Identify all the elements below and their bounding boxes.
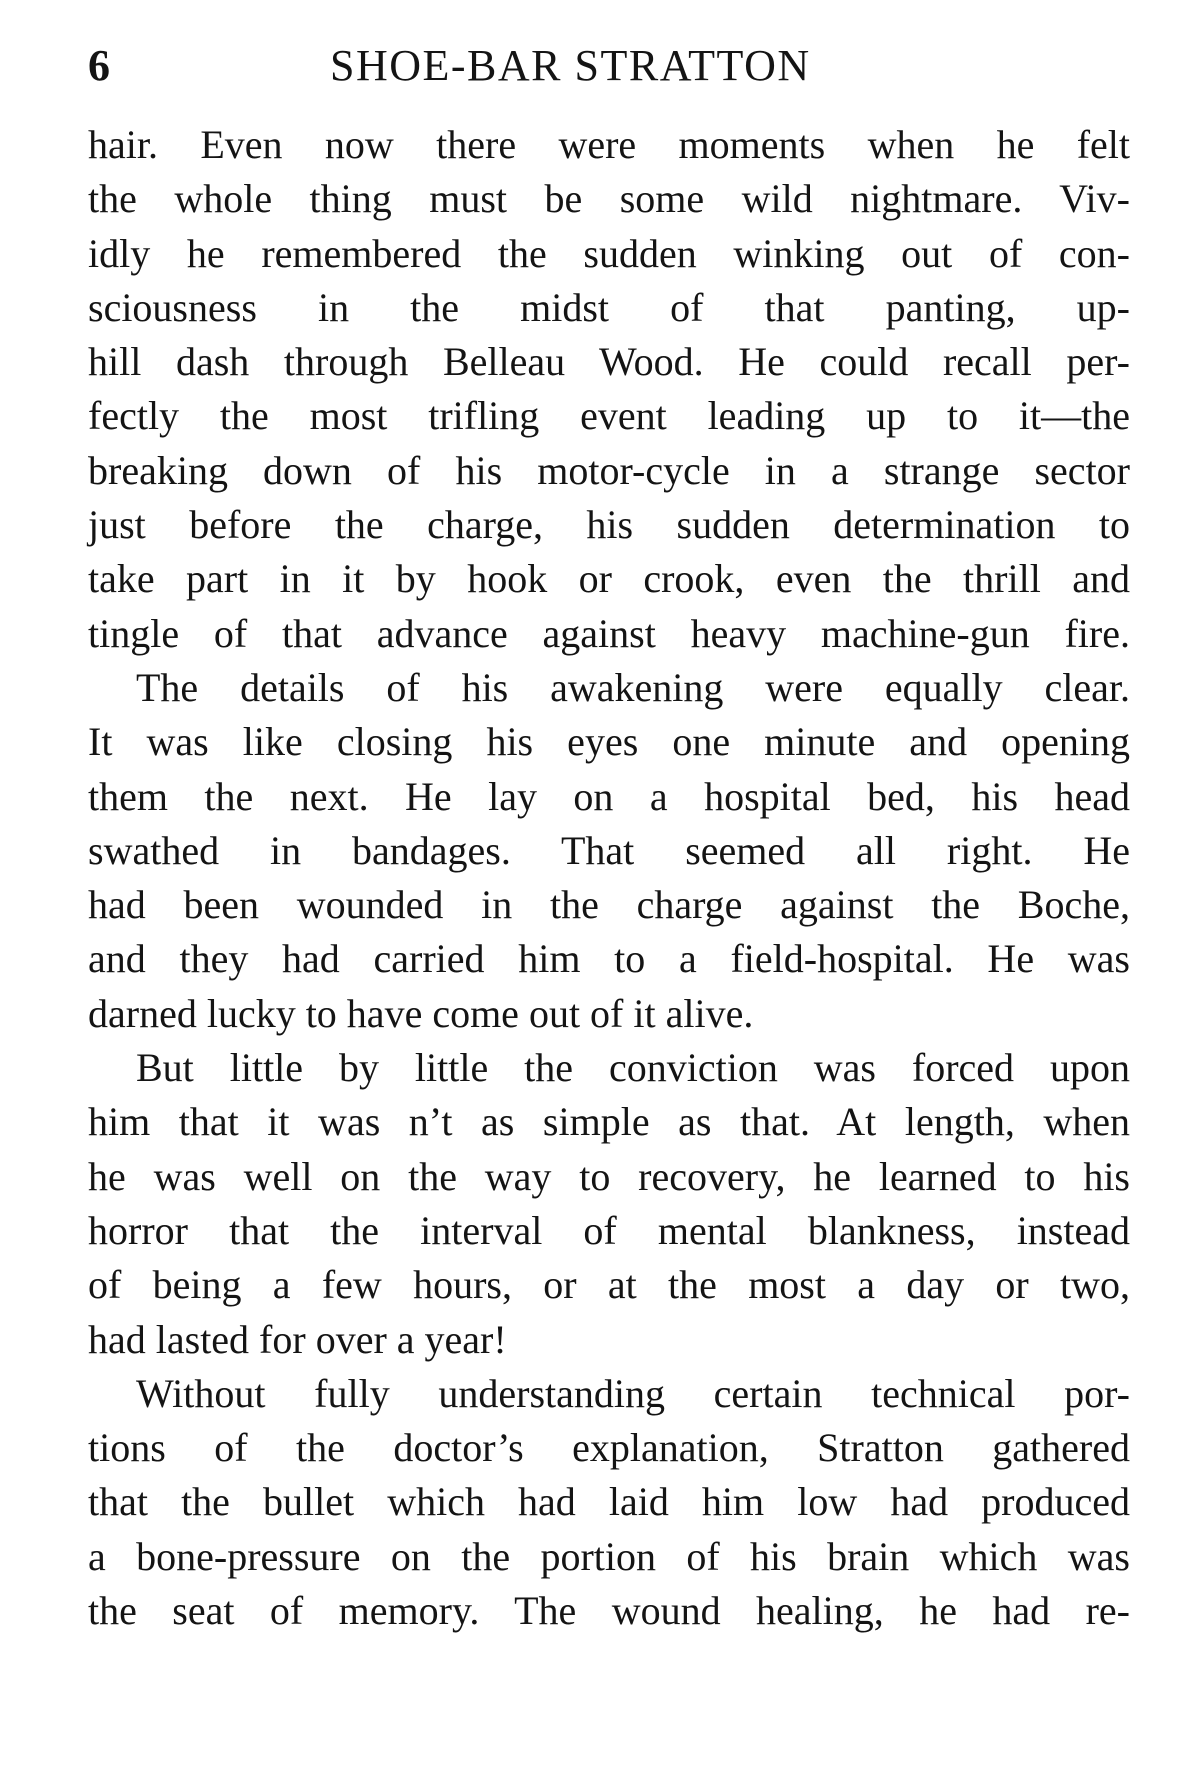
text-line: he was well on the way to recovery, he learned to his: [88, 1153, 1130, 1199]
text-line: just before the charge, his sudden determination to: [88, 502, 1130, 548]
text-line: fectly the most trifling event leading up to it—the: [88, 393, 1130, 439]
paragraph: [88, 661, 1130, 1041]
page-number: 6: [88, 41, 110, 90]
text-line: swathed in bandages. That seemed all right. He: [88, 827, 1130, 873]
text-line: hair. Even now there were moments when he felt: [88, 122, 1130, 167]
text-line: the seat of memory. The wound healing, he had re-: [88, 1588, 1130, 1634]
paragraph: [88, 1367, 1130, 1638]
text-line: and they had carried him to a field-hospital. He was: [88, 936, 1130, 982]
text-line: them the next. He lay on a hospital bed, his head: [88, 773, 1130, 819]
text-line: It was like closing his eyes one minute and opening: [88, 719, 1130, 765]
text-line: the whole thing must be some wild nightmare. Viv-: [88, 176, 1130, 222]
text-line: of being a few hours, or at the most a day or two,: [88, 1262, 1130, 1308]
text-line: sciousness in the midst of that panting, up-: [88, 284, 1130, 330]
running-title: SHOE-BAR STRATTON: [330, 41, 811, 90]
paragraph: [88, 118, 1130, 661]
text-line: hill dash through Belleau Wood. He could recall per-: [88, 339, 1130, 385]
text-line: horror that the interval of mental blankness, instead: [88, 1207, 1130, 1253]
text-line: that the bullet which had laid him low had produced: [88, 1479, 1130, 1525]
text-line: breaking down of his motor-cycle in a strange sector: [88, 447, 1130, 493]
text-line: darned lucky to have come out of it alive.: [88, 990, 754, 1036]
text-line: Without fully understanding certain technical por-: [136, 1370, 1130, 1416]
text-line: a bone-pressure on the portion of his brain which was: [88, 1533, 1130, 1579]
running-head: [78, 36, 1130, 96]
paragraph: [88, 1041, 1130, 1367]
text-line: The details of his awakening were equally clear.: [136, 664, 1130, 710]
text-line: take part in it by hook or crook, even the thrill and: [88, 556, 1130, 602]
text-line: tions of the doctor’s explanation, Stratton gathered: [88, 1425, 1130, 1471]
text-line: had lasted for over a year!: [88, 1316, 507, 1362]
text-line: tingle of that advance against heavy machine-gun fire.: [88, 610, 1130, 656]
text-line: But little by little the conviction was forced upon: [136, 1045, 1130, 1091]
text-line: him that it was n’t as simple as that. At length, when: [88, 1099, 1130, 1145]
text-line: had been wounded in the charge against the Boche,: [88, 882, 1130, 928]
text-line: idly he remembered the sudden winking out of con-: [88, 230, 1130, 276]
body-text: [88, 118, 1130, 1638]
